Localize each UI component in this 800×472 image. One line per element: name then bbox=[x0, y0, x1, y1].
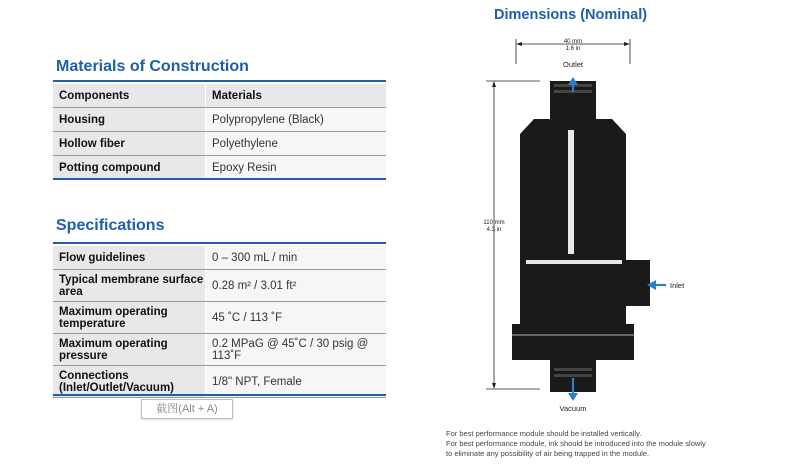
outlet-label: Outlet bbox=[562, 60, 584, 69]
material-cell: Epoxy Resin bbox=[206, 156, 387, 180]
spec-value: 0.28 m² / 3.01 ft² bbox=[206, 270, 387, 302]
width-in-label: 1.6 in bbox=[565, 46, 581, 52]
table-row bbox=[53, 246, 386, 270]
height-in-label: 4.3 in bbox=[486, 227, 502, 233]
vacuum-arrow-icon bbox=[568, 393, 578, 401]
table-row bbox=[53, 156, 386, 180]
spec-label: Typical membrane surface area bbox=[53, 270, 206, 302]
table-row bbox=[53, 132, 386, 156]
spec-label: Flow guidelines bbox=[53, 246, 206, 270]
spec-label: Maximum operating pressure bbox=[53, 334, 206, 366]
table-row bbox=[53, 334, 386, 366]
bottom-cap bbox=[512, 324, 634, 360]
specifications-table bbox=[53, 246, 386, 398]
materials-title: Materials of Construction bbox=[56, 58, 249, 75]
specifications-title: Specifications bbox=[56, 217, 165, 234]
component-cell: Potting compound bbox=[53, 156, 206, 180]
spec-value: 45 ˚C / 113 ˚F bbox=[206, 302, 387, 334]
inlet-port bbox=[626, 260, 650, 306]
vacuum-label: Vacuum bbox=[559, 404, 587, 413]
inlet-label: Inlet bbox=[670, 281, 685, 290]
table-row bbox=[53, 366, 386, 398]
material-cell: Polypropylene (Black) bbox=[206, 108, 387, 132]
table-row bbox=[53, 302, 386, 334]
table-row bbox=[53, 108, 386, 132]
spec-value: 0.2 MPaG @ 45˚C / 30 psig @ 113˚F bbox=[206, 334, 387, 366]
spec-label: Connections (Inlet/Outlet/Vacuum) bbox=[53, 366, 206, 398]
note-line-1: For best performance module should be installed vertically. bbox=[446, 429, 642, 438]
materials-bottom-rule bbox=[53, 178, 386, 180]
screenshot-tooltip: 截图(Alt + A) bbox=[141, 399, 233, 419]
material-cell: Polyethylene bbox=[206, 132, 387, 156]
component-cell: Housing bbox=[53, 108, 206, 132]
filter-module-diagram bbox=[470, 34, 710, 424]
width-mm-label: 40 mm bbox=[563, 39, 583, 45]
specifications-bottom-rule bbox=[53, 394, 386, 396]
materials-table bbox=[53, 84, 386, 180]
height-mm-label: 110 mm bbox=[483, 220, 505, 226]
header-materials: Materials bbox=[206, 84, 387, 108]
materials-header-row bbox=[53, 84, 386, 108]
table-row bbox=[53, 270, 386, 302]
header-components: Components bbox=[53, 84, 206, 108]
dimensions-title: Dimensions (Nominal) bbox=[494, 7, 648, 23]
spec-value: 1/8" NPT, Female bbox=[206, 366, 387, 398]
specifications-rule bbox=[53, 242, 386, 244]
note-line-2: For best performance module, ink should be introduced into the module slowly bbox=[446, 439, 706, 448]
note-line-3: to eliminate any possibility of air being trapped in the module. bbox=[446, 449, 650, 458]
component-cell: Hollow fiber bbox=[53, 132, 206, 156]
materials-rule bbox=[53, 80, 386, 82]
spec-label: Maximum operating temperature bbox=[53, 302, 206, 334]
spec-value: 0 – 300 mL / min bbox=[206, 246, 387, 270]
